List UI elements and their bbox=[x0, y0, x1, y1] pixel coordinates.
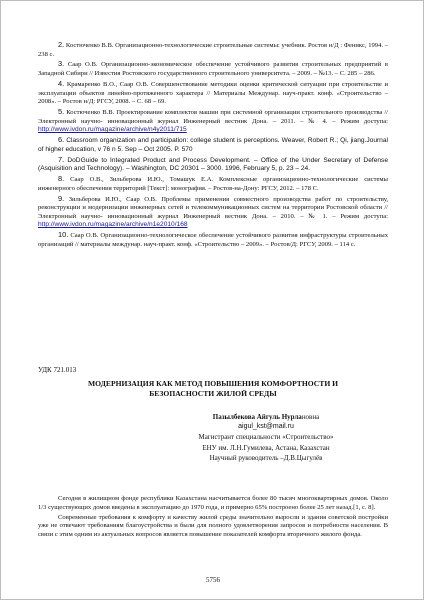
title-line: МОДЕРНИЗАЦИЯ КАК МЕТОД ПОВЫШЕНИЯ КОМФОРТНОСТИ И bbox=[87, 379, 339, 388]
reference-item: 9. Зильберова И.Ю., Саар О.В. Проблемы применения совместного производства работ по строительству, реконструкции и модернизации инженерных сетей и телекоммуникационных систем на территории Ростовской области // Электронный научно- инновационный журнал Инженерный вестник Дона. – 2010. – № 1. – Режим доступа: http://www.ivdon.ru/magazine/archive/n1e2010/168 bbox=[38, 193, 388, 229]
author-email: aigul_kst@mail.ru bbox=[238, 423, 294, 431]
reference-link[interactable]: http://www.ivdon.ru/magazine/archive/n4y2011/715 bbox=[38, 126, 187, 134]
reference-item: 8. Саар О.В., Зильберова И.Ю., Томашук Е.А. Комплексные организационно-технологические системы инженерного обеспечения территорий [Текст]: монография. – Ростов-на-Дону: РГСУ, 2012. – 178 С. bbox=[38, 174, 388, 192]
body-paragraph: Сегодня в жилищном фонде республики Казахстана насчитывается более 80 тысяч многоквартирных домов. Около 1/3 существующих домов введены в эксплуатацию до 1970 года, и примерно 65% построено более 25 лет назад.[1, с. 8]. bbox=[38, 495, 388, 511]
reference-item: 7. DoDGuide to Integrated Product and Process Development. – Office of the Under Secretary of Defense (Asquisition and Technology). – Washington, DC 20301 – 3000. 1996, February 5, p. 23 – 24. bbox=[38, 154, 388, 173]
author-position: Магистрант специальности «Строительство» bbox=[198, 433, 334, 442]
author-affiliation: ЕНУ им. Л.Н.Гумилева, Астана, Казахстан bbox=[202, 443, 330, 452]
reference-list bbox=[38, 41, 388, 251]
page-number: 5756 bbox=[206, 576, 220, 584]
reference-item: 6. Classroom organization and participation: college student is perceptions. Weaver, Robert R.; Qi, jiang.Journal of higher education, v 76 n 5. Sep – Oct 2005. P. 570 bbox=[38, 135, 388, 153]
reference-item: 4. Крамаренко В.О., Саар О.В. Совершенствование методики оценки критической ситуации при строительстве и эксплуатации объектов линейно-протяженного характера // Материалы Междунар. науч-практ. конф. «Строительство – 2008». – Ростов н/Д: РГСУ, 2008. – С. 68 – 69. bbox=[38, 78, 388, 106]
reference-link[interactable]: http://www.ivdon.ru/magazine/archive/n1e2010/168 bbox=[38, 221, 188, 229]
udk-code: УДК 721.013 bbox=[38, 366, 77, 374]
title-line: БЕЗОПАСНОСТИ ЖИЛОЙ СРЕДЫ bbox=[149, 389, 277, 398]
body-paragraph: Современные требования к комфорту и качеству жилой среды значительно выросли и здания советской постройки уже не отвечают требованиям благоустройства и были для полного удовлетворения запросов и потребности населения. В связи с этим одним из актуальных вопросов является повышение показателей комфорта вторичного жилого фонда. bbox=[38, 513, 388, 538]
reference-item: 5. Костюченко В.В. Проектирование комплектов машин при системной организации строительного производства // Электронный научно- инновационный журнал Инженерный вестник Дона. – 2011. – № 4. – Режим доступа: http://www.ivdon.ru/magazine/archive/n4y2011/715 bbox=[38, 107, 388, 134]
reference-item: 3. Саар О.В. Организационно-экономическое обеспечение устойчивого развития строительных предприятий в Западной Сибири // Известия Ростовского государственного строительного университета. – 2009. – №13. – С. 285 – 286. bbox=[38, 59, 388, 78]
article-body bbox=[38, 495, 388, 541]
reference-item: 2. Костюченко В.В. Организационно-технологические строительные системы: учебник. Ростов н/Д : Феникс, 1994. – 238 с. bbox=[38, 40, 388, 58]
article-title bbox=[38, 379, 388, 399]
author-block bbox=[151, 412, 381, 463]
author-name: Пазылбекова Айгуль Нурлановна bbox=[212, 413, 320, 421]
author-supervisor: Научный руководитель –Д.В.Цыгулёв bbox=[209, 453, 323, 462]
reference-item: 10. Саар О.В. Организационно-технологическое обеспечение устойчивого развития инфраструктуры строительных организаций // материалы междунар. науч-практ. конф. «Строительство – 2009». – Ростов/Д: РГСУ, 2009. – 114 с. bbox=[38, 230, 388, 248]
